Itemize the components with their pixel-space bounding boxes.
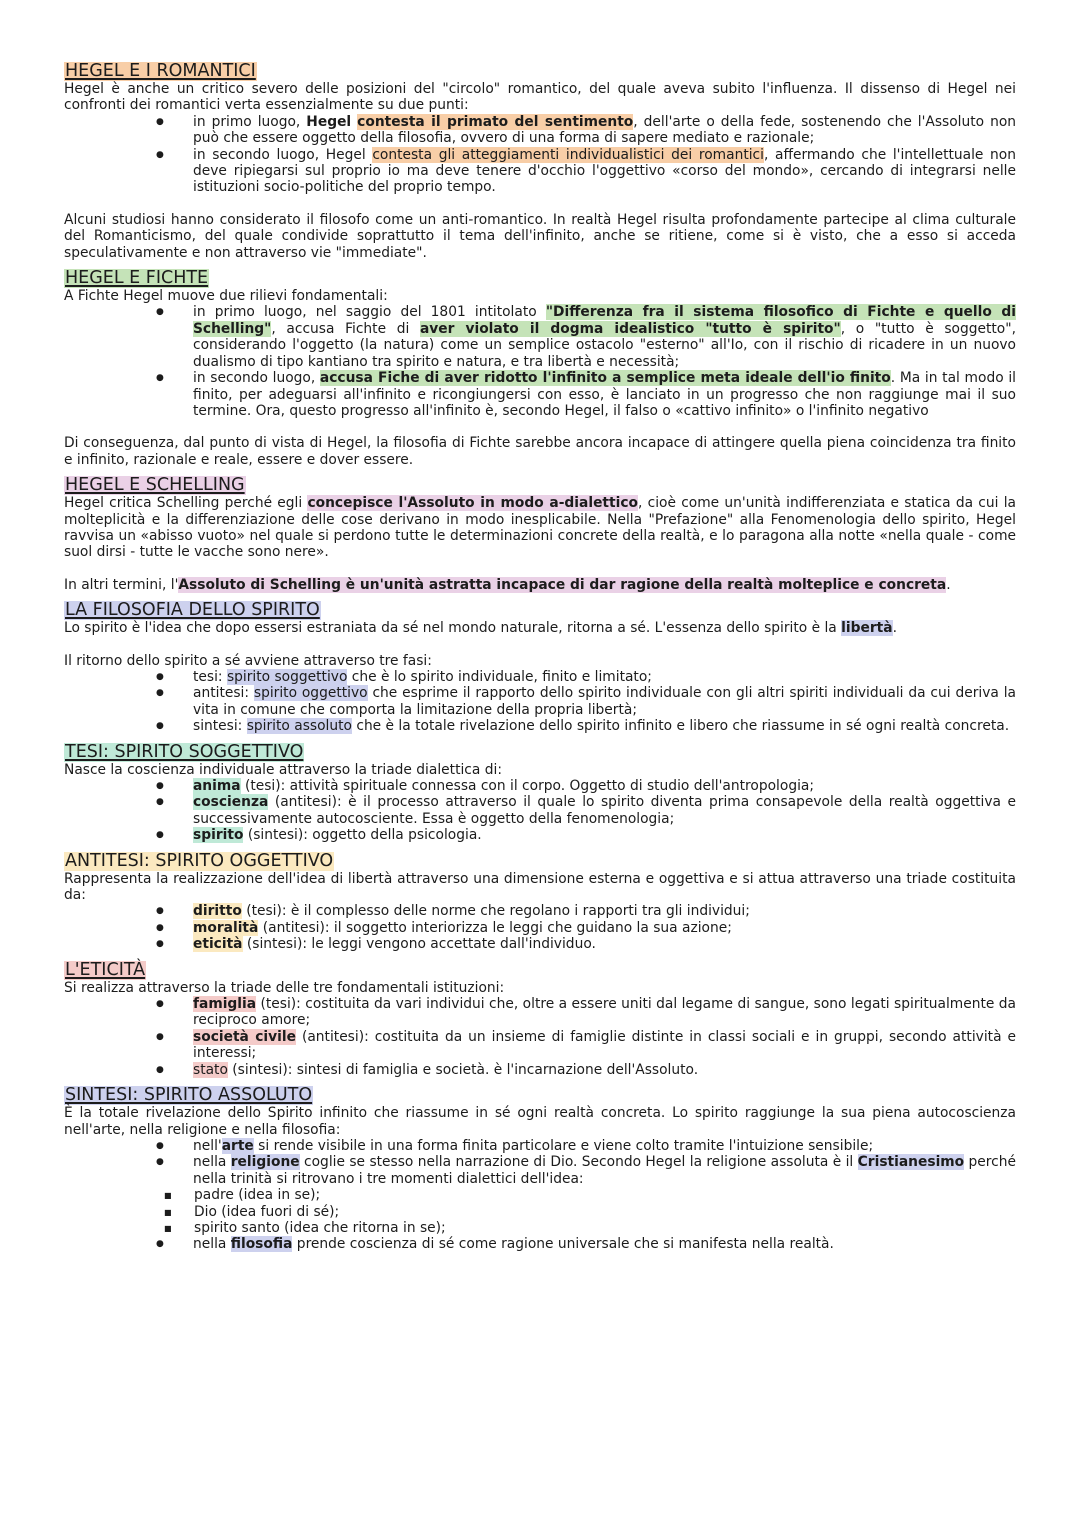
highlight: contesta il primato del sentimento bbox=[357, 113, 634, 130]
paragraph: Il ritorno dello spirito a sé avviene attraverso tre fasi: bbox=[64, 652, 432, 669]
bullet-list bbox=[64, 996, 1016, 1078]
highlight: libertà bbox=[841, 620, 893, 637]
list-item bbox=[64, 1236, 1016, 1252]
highlight: religione bbox=[230, 1154, 300, 1171]
text: perché nella trinità si ritrovano i tre momenti dialettici dell'idea: bbox=[193, 1154, 1016, 1187]
paragraph bbox=[64, 620, 1016, 636]
paragraph: Nasce la coscienza individuale attraverso la triade dialettica di: bbox=[64, 761, 502, 778]
text: , cioè come un'unità indifferenziata e statica da cui la molteplicità e la differenziazione delle cose derivano in modo inesplicabile. Nella "Prefazione" alla Fenomenologia dello spirito, Hegel ravvisa un «abisso vuoto» nel quale si perdono tutte le determinazioni concrete della realtà, e lo paragona alla notte «nella quale - come suol dirsi - tutte le vacche sono nere». bbox=[64, 495, 1016, 561]
text: , accusa Fichte di bbox=[271, 320, 420, 337]
highlight: accusa Fiche di aver ridotto l'infinito a semplice meta ideale dell'io finito bbox=[319, 370, 891, 387]
paragraph: Rappresenta la realizzazione dell'idea di libertà attraverso una dimensione esterna e oggettiva e si attua attraverso una triade costituita da: bbox=[64, 870, 1016, 904]
list-item bbox=[64, 669, 1016, 685]
sub-list-item: ■ spirito santo (idea che ritorna in se); bbox=[64, 1220, 1016, 1236]
highlight: famiglia bbox=[193, 996, 257, 1013]
list-item bbox=[64, 370, 1016, 419]
sub-list-item: ■ Dio (idea fuori di sé); bbox=[64, 1204, 1016, 1220]
section-spirito-oggettivo bbox=[64, 852, 1016, 953]
text: in secondo luogo, bbox=[193, 370, 320, 387]
list-item bbox=[64, 114, 1016, 147]
highlight: concepisce l'Assoluto in modo a-dialettico bbox=[307, 495, 638, 512]
text: , affermando che l'intellettuale non deve ripiegarsi sul proprio io ma deve tenere d'occhio l'oggettivo «corso del mondo», cercando di integrarsi nelle istituzioni socio-politiche del proprio tempo. bbox=[193, 146, 1016, 196]
highlight: coscienza bbox=[193, 794, 269, 811]
text: in secondo luogo, Hegel bbox=[193, 146, 373, 163]
list-item bbox=[64, 1062, 1016, 1078]
text: nella bbox=[193, 1236, 231, 1253]
section-spirito-soggettivo bbox=[64, 743, 1016, 844]
text: . Ma in tal modo il finito, per adeguarsi all'infinito e ricongiungersi con esso, è lanciato in un progresso che non raggiunge mai il suo termine. Ora, questo progresso all'infinito è, secondo Hegel, il falso o «cattivo infinito» o l'infinito negativo bbox=[193, 370, 1017, 419]
text: tesi: bbox=[193, 668, 227, 685]
text: in primo luogo, nel saggio del 1801 intitolato bbox=[193, 304, 546, 321]
text: coglie se stesso nella narrazione di Dio. Secondo Hegel la religione assoluta è il bbox=[299, 1154, 858, 1171]
bold-text: Hegel bbox=[306, 113, 352, 130]
paragraph bbox=[64, 577, 1016, 593]
text: (antitesi): il soggetto interiorizza le leggi che guidano la sua azione; bbox=[258, 919, 732, 936]
list-item bbox=[64, 1154, 1016, 1236]
sub-list bbox=[64, 1187, 1016, 1236]
highlight: diritto bbox=[193, 903, 242, 920]
paragraph: Si realizza attraverso la triade delle tre fondamentali istituzioni: bbox=[64, 979, 505, 996]
text: sintesi: bbox=[193, 718, 247, 735]
text: che esprime il rapporto dello spirito individuale con gli altri spiriti individuali da cui deriva la vita in comune che comporta la limitazione della propria libertà; bbox=[193, 685, 1016, 718]
text: (tesi): è il complesso delle norme che regolano i rapporti tra gli individui; bbox=[241, 903, 750, 920]
paragraph: Alcuni studiosi hanno considerato il filosofo come un anti-romantico. In realtà Hegel risulta profondamente partecipe al clima culturale del Romanticismo, del quale condivide soprattutto il tema dell'infinito, anche se ritiene, come si è visto, che a esso si acceda speculativamente e non attraverso vie "immediate". bbox=[64, 211, 1016, 261]
highlight: aver violato il dogma idealistico "tutto è spirito" bbox=[419, 320, 841, 337]
text: , o "tutto è soggetto", considerando l'oggetto (la natura) come un semplice ostacolo "esterno" all'Io, con il rischio di ricadere in un nuovo dualismo di tipo kantiano tra spirito e natura, e tra libertà e necessità; bbox=[193, 320, 1016, 370]
section-filosofia-spirito bbox=[64, 601, 1016, 734]
section-hegel-fichte bbox=[64, 269, 1016, 468]
text: . bbox=[946, 576, 951, 593]
section-hegel-schelling bbox=[64, 476, 1016, 593]
text: . bbox=[892, 620, 897, 637]
list-item bbox=[64, 903, 1016, 919]
text: , dell'arte o della fede, sostenendo che l'Assoluto non può che essere oggetto della filosofia, ovvero di una forma di sapere mediato e razionale; bbox=[193, 113, 1017, 147]
text: (sintesi): le leggi vengono accettate dall'individuo. bbox=[242, 936, 596, 953]
highlight: anima bbox=[193, 778, 241, 794]
text: si rende visibile in una forma finita particolare e viene colto tramite l'intuizione sensibile; bbox=[253, 1137, 874, 1154]
bullet-list bbox=[64, 903, 1016, 952]
section-hegel-romantici bbox=[64, 62, 1016, 261]
list-item bbox=[64, 936, 1016, 952]
paragraph: Hegel è anche un critico severo delle posizioni del "circolo" romantico, del quale aveva subito l'influenza. Il dissenso di Hegel nei confronti dei romantici verta essenzialmente su due punti: bbox=[64, 81, 1016, 114]
highlight: spirito oggettivo bbox=[253, 685, 368, 702]
highlight: moralità bbox=[193, 919, 259, 936]
highlight: spirito soggettivo bbox=[226, 668, 348, 685]
paragraph bbox=[64, 495, 1016, 561]
text: In altri termini, l' bbox=[64, 576, 179, 593]
section-title: HEGEL E FICHTE bbox=[65, 268, 209, 289]
paragraph: È la totale rivelazione dello Spirito infinito che riassume in sé ogni realtà concreta. Lo spirito raggiunge la sua piena autocoscienza nell'arte, nella religione e nella filosofia: bbox=[64, 1105, 1016, 1138]
text: nella bbox=[193, 1154, 231, 1171]
highlight: spirito bbox=[193, 827, 244, 844]
highlight: "Differenza fra il sistema filosofico di Fichte e quello di Schelling" bbox=[193, 304, 1016, 337]
text: prende coscienza di sé come ragione universale che si manifesta nella realtà. bbox=[292, 1236, 834, 1253]
section-title: L'ETICITÀ bbox=[65, 959, 146, 980]
bullet-list bbox=[64, 114, 1016, 196]
section-title: ANTITESI: SPIRITO OGGETTIVO bbox=[65, 850, 334, 871]
section-eticita bbox=[64, 961, 1016, 1078]
bullet-list bbox=[64, 778, 1016, 844]
paragraph: A Fichte Hegel muove due rilievi fondamentali: bbox=[64, 288, 388, 305]
highlight: contesta gli atteggiamenti individualistici dei romantici bbox=[372, 146, 764, 163]
section-title: LA FILOSOFIA DELLO SPIRITO bbox=[65, 600, 320, 621]
list-item bbox=[64, 1138, 1016, 1154]
highlight: arte bbox=[221, 1137, 254, 1154]
text: (sintesi): oggetto della psicologia. bbox=[243, 827, 482, 844]
highlight: spirito assoluto bbox=[246, 718, 352, 735]
text: nell' bbox=[193, 1137, 222, 1154]
sub-list-item: ■ padre (idea in se); bbox=[64, 1187, 1016, 1203]
highlight: società civile bbox=[193, 1028, 296, 1045]
text: Hegel critica Schelling perché egli bbox=[64, 495, 308, 512]
list-item bbox=[64, 778, 1016, 794]
text: antitesi: bbox=[193, 685, 254, 702]
highlight: Assoluto di Schelling è un'unità astratta incapace di dar ragione della realtà molteplice e concreta bbox=[178, 576, 947, 593]
text: (antitesi): è il processo attraverso il quale lo spirito diventa prima consapevole della realtà oggettiva e successivamente autocosciente. Essa è oggetto della fenomenologia; bbox=[193, 794, 1016, 827]
list-item bbox=[64, 827, 1016, 843]
list-item bbox=[64, 794, 1016, 827]
list-item bbox=[64, 685, 1016, 718]
list-item bbox=[64, 920, 1016, 936]
list-item bbox=[64, 1029, 1016, 1062]
bullet-list bbox=[64, 1138, 1016, 1253]
bullet-list bbox=[64, 304, 1016, 419]
section-spirito-assoluto bbox=[64, 1086, 1016, 1253]
text: in primo luogo, bbox=[193, 113, 307, 130]
text: Lo spirito è l'idea che dopo essersi estraniata da sé nel mondo naturale, ritorna a sé. L'essenza dello spirito è la bbox=[64, 620, 842, 637]
section-title: TESI: SPIRITO SOGGETTIVO bbox=[65, 741, 304, 762]
text: (antitesi): costituita da un insieme di famiglie distinte in classi sociali e in gruppi, secondo attività e interessi; bbox=[193, 1028, 1016, 1062]
text: che è la totale rivelazione dello spirito infinito e libero che riassume in sé ogni realtà concreta. bbox=[351, 718, 1010, 735]
section-title: SINTESI: SPIRITO ASSOLUTO bbox=[65, 1085, 313, 1106]
text: (sintesi): sintesi di famiglia e società. è l'incarnazione dell'Assoluto. bbox=[227, 1061, 699, 1078]
list-item bbox=[64, 304, 1016, 370]
document-page bbox=[64, 62, 1016, 1253]
highlight: stato bbox=[193, 1061, 228, 1078]
list-item bbox=[64, 718, 1016, 734]
paragraph: Di conseguenza, dal punto di vista di Hegel, la filosofia di Fichte sarebbe ancora incapace di attingere quella piena coincidenza tra finito e infinito, razionale e reale, essere e dover essere. bbox=[64, 435, 1016, 468]
list-item bbox=[64, 147, 1016, 196]
list-item bbox=[64, 996, 1016, 1029]
highlight: Cristianesimo bbox=[857, 1154, 965, 1171]
text: (tesi): costituita da vari individui che, oltre a essere uniti dal legame di sangue, sono legati spiritualmente da reciproco amore; bbox=[193, 996, 1016, 1029]
text: (tesi): attività spirituale connessa con il corpo. Oggetto di studio dell'antropologia; bbox=[240, 778, 815, 794]
section-title: HEGEL E I ROMANTICI bbox=[65, 61, 256, 81]
text: che è lo spirito individuale, finito e limitato; bbox=[347, 668, 652, 685]
highlight: filosofia bbox=[230, 1236, 293, 1253]
bullet-list bbox=[64, 669, 1016, 735]
section-title: HEGEL E SCHELLING bbox=[65, 475, 245, 496]
highlight: eticità bbox=[193, 936, 243, 953]
